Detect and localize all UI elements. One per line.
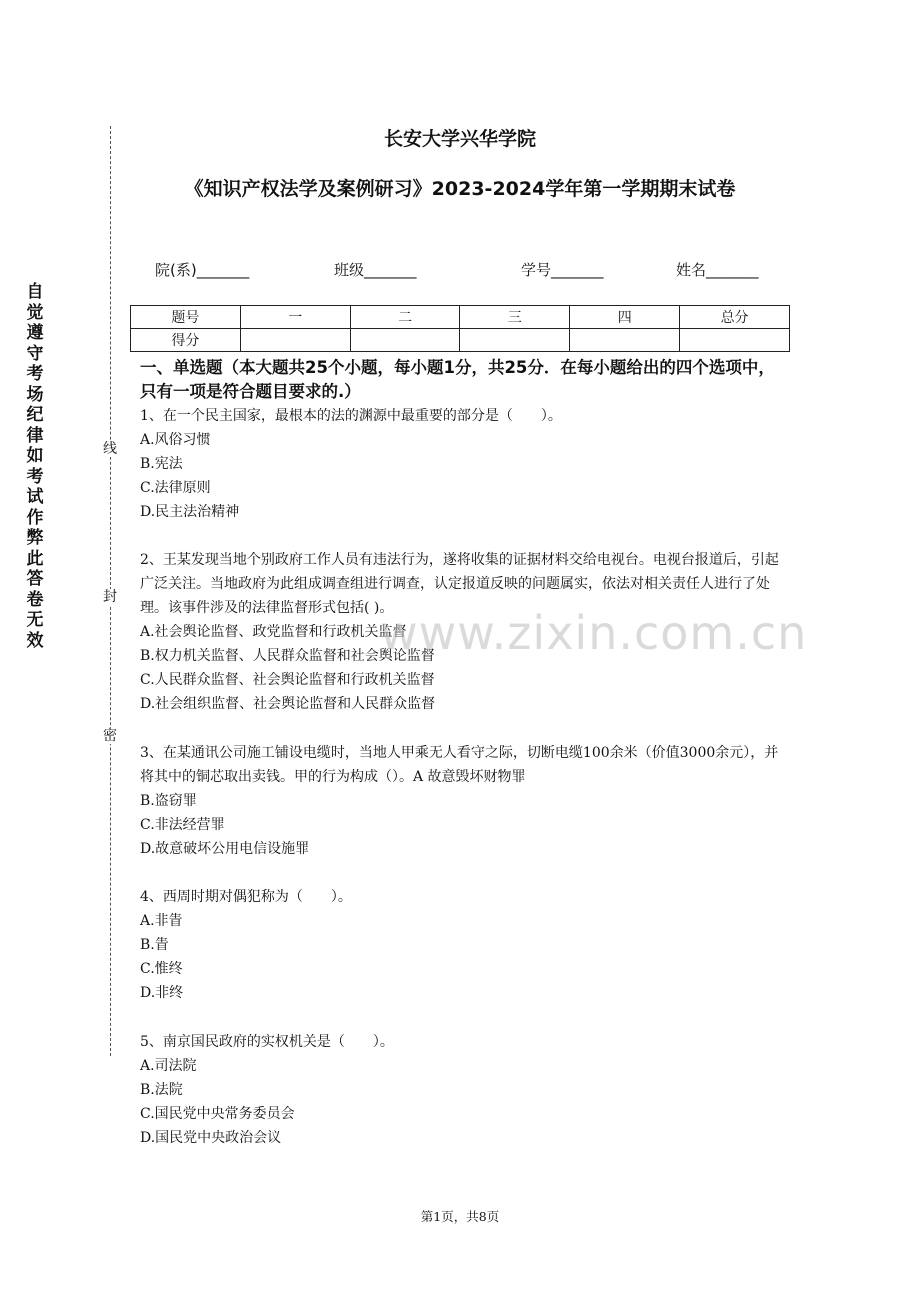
- option-c: C.法律原则: [140, 480, 211, 496]
- school-title: 长安大学兴华学院: [383, 128, 536, 150]
- option-c: C.惟终: [140, 961, 183, 977]
- score-cell: [460, 329, 570, 352]
- student-id-field: 学号_______: [521, 261, 604, 279]
- question-stem: 2、王某发现当地个别政府工作人员有违法行为，遂将收集的证据材料交给电视台。电视台报道后，引起广泛关注。当地政府为此组成调查组进行调查，认定报道反映的问题属实，依法对相关责任人进行了处理。该事件涉及的法律监督形式包括( )。: [140, 552, 779, 616]
- seal-mark-seal: 封: [103, 589, 117, 605]
- exam-title: 《知识产权法学及案例研习》2023-2024学年第一学期期末试卷: [184, 178, 736, 200]
- score-cell: 题号: [131, 306, 241, 329]
- option-a: A.非眚: [140, 913, 183, 929]
- score-cell: 得分: [131, 329, 241, 352]
- option-a: A.司法院: [140, 1058, 197, 1074]
- seal-mark-secret: 密: [103, 728, 117, 744]
- seal-mark-line: 线: [103, 441, 117, 457]
- score-cell: [240, 329, 350, 352]
- watermark: www.zixin.com.cn: [380, 606, 808, 660]
- option-a: A.社会舆论监督、政党监督和行政机关监督: [140, 624, 407, 640]
- name-field: 姓名_______: [676, 261, 759, 279]
- option-b: B.法院: [140, 1082, 183, 1098]
- question-3: [140, 741, 788, 861]
- option-d: D.社会组织监督、社会舆论监督和人民群众监督: [140, 696, 436, 712]
- option-b: B.权力机关监督、人民群众监督和社会舆论监督: [140, 648, 435, 664]
- option-c: C.非法经营罪: [140, 817, 225, 833]
- option-d: D.民主法治精神: [140, 504, 240, 520]
- dept-field: 院(系)_______: [155, 261, 250, 279]
- exam-discipline-notice: 自觉遵守考场纪律如考试作弊此答卷无效: [26, 282, 44, 651]
- section-heading: 一、单选题（本大题共25个小题，每小题1分，共25分．在每小题给出的四个选项中，只有一项是符合题目要求的.）: [140, 358, 775, 401]
- class-field: 班级_______: [334, 261, 417, 279]
- option-c: C.国民党中央常务委员会: [140, 1106, 295, 1122]
- score-cell: [570, 329, 680, 352]
- option-b: B.眚: [140, 937, 169, 953]
- option-b: B.宪法: [140, 456, 183, 472]
- score-cell: 三: [460, 306, 570, 329]
- option-d: D.非终: [140, 985, 184, 1001]
- option-d: D.故意破坏公用电信设施罪: [140, 841, 310, 857]
- score-table-header-row: [131, 306, 790, 329]
- option-b: B.盗窃罪: [140, 793, 197, 809]
- score-cell: 四: [570, 306, 680, 329]
- option-d: D.国民党中央政治会议: [140, 1130, 282, 1146]
- score-cell: 总分: [680, 306, 790, 329]
- option-c: C.人民群众监督、社会舆论监督和行政机关监督: [140, 672, 435, 688]
- score-cell: 二: [350, 306, 460, 329]
- page-footer: 第1页，共8页: [420, 1209, 500, 1224]
- question-stem: 3、在某通讯公司施工铺设电缆时，当地人甲乘无人看守之际，切断电缆100余米（价值3000余元），并将其中的铜芯取出卖钱。甲的行为构成（）。A 故意毁坏财物罪: [140, 745, 779, 785]
- question-4: [140, 885, 788, 1005]
- score-cell: [350, 329, 460, 352]
- score-cell: 一: [240, 306, 350, 329]
- score-table-score-row: [131, 329, 790, 352]
- question-stem: 5、南京国民政府的实权机关是（ ）。: [140, 1034, 394, 1050]
- score-cell: [680, 329, 790, 352]
- option-a: A.风俗习惯: [140, 432, 211, 448]
- score-table: [130, 305, 790, 352]
- question-stem: 1、在一个民主国家，最根本的法的渊源中最重要的部分是（ ）。: [140, 408, 562, 424]
- question-stem: 4、西周时期对偶犯称为（ ）。: [140, 889, 352, 905]
- question-1: [140, 404, 788, 524]
- question-5: [140, 1030, 788, 1150]
